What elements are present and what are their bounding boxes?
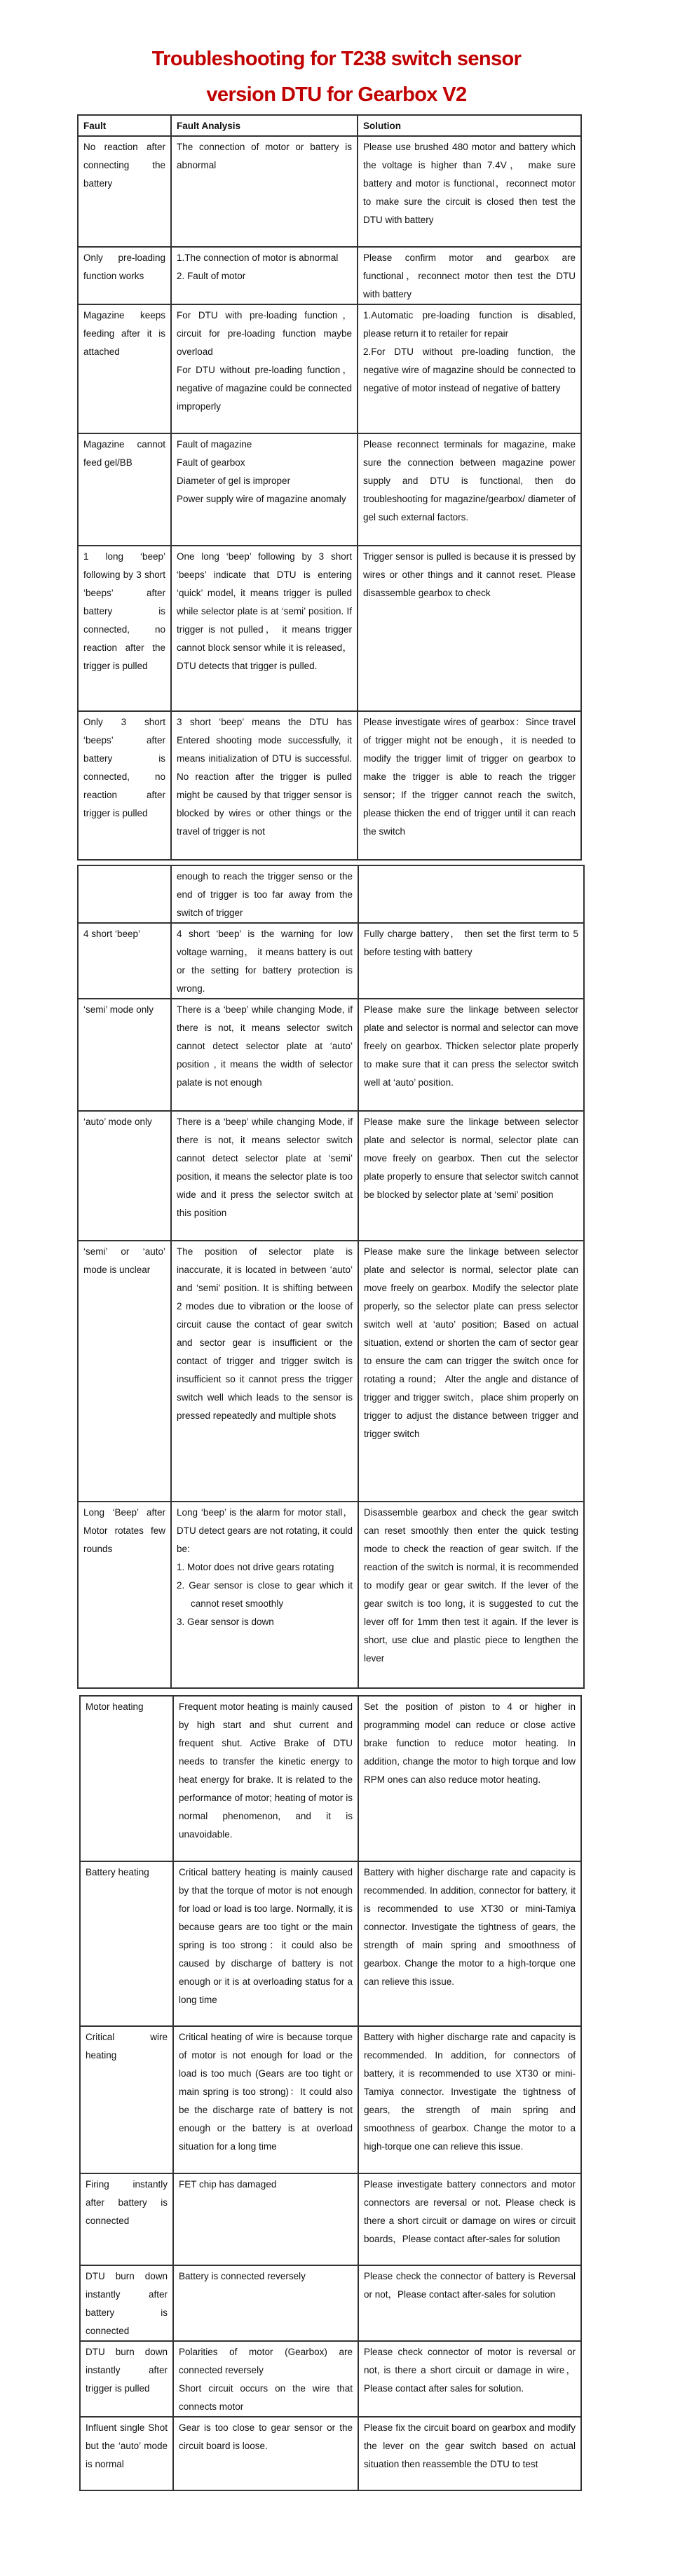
fault-cell xyxy=(78,247,171,304)
fault-text: 1 long ‘beep’ following by 3 short ‘beeps’ after battery is connected, no reaction after the trigger is pulled xyxy=(83,551,165,671)
solution-cell xyxy=(358,711,581,860)
header-fault-analysis: Fault Analysis xyxy=(171,115,358,136)
fault-text: DTU burn down instantly after battery is connected xyxy=(86,2271,168,2336)
fault-cell xyxy=(80,2341,173,2417)
analysis-paragraph: The connection of motor or battery is abnormal xyxy=(177,142,352,170)
fault-cell xyxy=(80,2026,173,2173)
analysis-paragraph: Polarities of motor (Gearbox) are connected reversely xyxy=(179,2347,353,2375)
solution-paragraph: Please make sure the linkage between selector plate and selector is normal, selector plate can move freely on gearbox. Modify the selector plate properly, so the selector plate can press selector switch well at ‘auto’ position; Based on actual situation, extend or shorten the cam of sector gear to ensure the cam can trigger the switch once for rotating a round； Alter the angle and distance of trigger and trigger switch，place shim properly on trigger to adjust the distance between trigger and trigger switch xyxy=(364,1246,578,1439)
solution-paragraph: 1.Automatic pre-loading function is disabled, please return it to retailer for repair xyxy=(363,310,576,339)
troubleshooting-table-part-1 xyxy=(77,114,582,861)
fault-cell xyxy=(78,136,171,247)
solution-paragraph: Please confirm motor and gearbox are functional，reconnect motor then test the DTU with battery xyxy=(363,252,576,299)
solution-cell xyxy=(358,1861,581,2026)
solution-paragraph: Please reconnect terminals for magazine, make sure the connection between magazine power supply and DTU is functional, then do troubleshooting for magazine/gearbox/ diameter of gel such external factors. xyxy=(363,439,576,522)
solution-cell xyxy=(358,1696,581,1861)
table-header-row xyxy=(78,115,581,136)
fault-text: ‘semi’ or ‘auto’ mode is unclear xyxy=(83,1246,165,1275)
fault-cell xyxy=(80,2417,173,2490)
analysis-paragraph: Gear is too close to gear sensor or the circuit board is loose. xyxy=(179,2422,353,2451)
fault-analysis-cell xyxy=(173,2265,358,2341)
fault-text: Critical wire heating xyxy=(86,2032,168,2061)
analysis-paragraph: FET chip has damaged xyxy=(179,2179,277,2190)
analysis-paragraph: Diameter of gel is improper xyxy=(177,476,291,486)
solution-cell xyxy=(358,2026,581,2173)
fault-text: Firing instantly after battery is connected xyxy=(86,2179,168,2226)
table-row xyxy=(78,433,581,546)
analysis-paragraph: There is a ‘beep’ while changing Mode, if there is not, it means selector switch cannot detect selector plate at ‘semi’ position, it means the selector plate is too wide and it press the selector switch at this position xyxy=(177,1117,353,1218)
fault-cell xyxy=(78,923,171,999)
table-row xyxy=(80,2173,581,2265)
analysis-paragraph: 3. Gear sensor is down xyxy=(177,1617,274,1627)
fault-text: Only pre-loading function works xyxy=(83,252,165,281)
solution-paragraph: Disassemble gearbox and check the gear switch can reset smoothly then enter the quick testing mode to check the reaction of gear switch. If the reaction of the switch is normal, it is recommended to modify gear or gear switch. If the lever of the gear switch is too long, it is suggested to cut the lever off for 1mm then test it again. If the lever is short, use clue and plastic piece to lengthen the lever xyxy=(364,1507,578,1664)
solution-cell xyxy=(358,2417,581,2490)
fault-text: Magazine cannot feed gel/BB xyxy=(83,439,165,468)
fault-cell xyxy=(78,304,171,433)
solution-cell xyxy=(358,2341,581,2417)
solution-paragraph: 2.For DTU without pre-loading function, the negative wire of magazine should be connected to negative of motor instead of negative of battery xyxy=(363,346,576,393)
fault-analysis-cell xyxy=(173,2417,358,2490)
table-row xyxy=(80,2026,581,2173)
table-row xyxy=(80,2341,581,2417)
analysis-paragraph: Long ‘beep’ is the alarm for motor stall， DTU detect gears are not rotating, it could be: xyxy=(177,1507,353,1554)
table-row xyxy=(78,999,584,1111)
fault-cell xyxy=(78,999,171,1111)
solution-cell xyxy=(358,136,581,247)
table-row xyxy=(78,1111,584,1241)
table-row xyxy=(78,711,581,860)
fault-analysis-cell xyxy=(171,711,358,860)
fault-cell xyxy=(80,2173,173,2265)
fault-analysis-cell xyxy=(171,1111,358,1241)
fault-cell xyxy=(78,1241,171,1502)
solution-cell xyxy=(358,865,584,923)
table-row xyxy=(80,1696,581,1861)
fault-text: ‘auto’ mode only xyxy=(83,1117,152,1127)
troubleshooting-table-part-2 xyxy=(77,865,585,1689)
analysis-paragraph: Battery is connected reversely xyxy=(179,2271,306,2281)
fault-text: No reaction after connecting the battery xyxy=(83,142,165,189)
table-row xyxy=(78,1241,584,1502)
fault-analysis-cell xyxy=(173,2341,358,2417)
solution-cell xyxy=(358,1241,584,1502)
fault-cell xyxy=(78,546,171,711)
fault-cell xyxy=(80,1696,173,1861)
analysis-paragraph: enough to reach the trigger senso or the end of trigger is too far away from the switch of trigger xyxy=(177,871,353,918)
solution-paragraph: Trigger sensor is pulled is because it is pressed by wires or other things and it cannot reset. Please disassemble gearbox to check xyxy=(363,551,576,598)
fault-analysis-cell xyxy=(173,1861,358,2026)
solution-paragraph: Please investigate wires of gearbox：Since travel of trigger might not be enough，it is needed to modify the trigger limit of trigger on gearbox to make the trigger is able to reach the trigger sensor；If the trigger cannot reach the switch, please thicken the end of trigger until it can reach the switch xyxy=(363,717,576,837)
table-row xyxy=(80,1861,581,2026)
fault-analysis-cell xyxy=(171,546,358,711)
solution-paragraph: Battery with higher discharge rate and capacity is recommended. In addition, for connectors of battery, it is recommended to use XT30 or mini-Tamiya connector. Investigate the tightness of gears, the strength of main spring and smoothness of gearbox. Change the motor to a high-torque one can relieve this issue. xyxy=(364,2032,576,2152)
document-title-line-1: Troubleshooting for T238 switch sensor xyxy=(151,48,522,70)
analysis-paragraph: 2. Gear sensor is close to gear which it cannot reset smoothly xyxy=(177,1580,353,1609)
fault-analysis-cell xyxy=(171,136,358,247)
table-row xyxy=(80,2265,581,2341)
solution-cell xyxy=(358,2265,581,2341)
fault-cell xyxy=(80,2265,173,2341)
table-row xyxy=(78,865,584,923)
analysis-paragraph: Fault of gearbox xyxy=(177,457,245,468)
solution-paragraph: Please investigate battery connectors and motor connectors are reversal or not. Please check is there a short circuit or damage on wires or circuit boards，Please contact after-sales for solution xyxy=(364,2179,576,2244)
fault-text: Only 3 short ‘beeps’ after battery is connected, no reaction after trigger is pulled xyxy=(83,717,165,818)
solution-paragraph: Please use brushed 480 motor and battery which the voltage is higher than 7.4V， make sure battery and motor is functional，reconnect motor to make sure the circuit is closed then test the DTU with battery xyxy=(363,142,576,225)
analysis-paragraph: Critical heating of wire is because torque of motor is not enough for load or the load is too much (Gears are too tight or main spring is too strong)：It could also be the discharge rate of battery is not enough or the battery is at overload situation for a long time xyxy=(179,2032,353,2152)
solution-cell xyxy=(358,999,584,1111)
fault-analysis-cell xyxy=(171,865,358,923)
analysis-paragraph: 3 short ‘beep’ means the DTU has Entered shooting mode successfully, it means initialization of DTU is successful. No reaction after the trigger is pulled might be caused by that trigger sensor is blocked by wires or other things or the travel of trigger is not xyxy=(177,717,352,837)
table-row xyxy=(78,546,581,711)
solution-cell xyxy=(358,433,581,546)
solution-paragraph: Battery with higher discharge rate and capacity is recommended. In addition, connector for battery, it is recommended to use XT30 or mini-Tamiya connector. Investigate the tightness of gears, the strength of main spring and smoothness of gearbox. Change the motor to a high-torque one can relieve this issue. xyxy=(364,1867,576,1987)
fault-text: Influent single Shot but the ‘auto’ mode is normal xyxy=(86,2422,168,2469)
fault-text: ‘semi’ mode only xyxy=(83,1004,154,1015)
fault-analysis-cell xyxy=(171,1502,358,1688)
fault-text: Battery heating xyxy=(86,1867,149,1877)
solution-cell xyxy=(358,1502,584,1688)
analysis-paragraph: Power supply wire of magazine anomaly xyxy=(177,494,346,504)
fault-cell xyxy=(78,1502,171,1688)
fault-cell xyxy=(78,711,171,860)
analysis-paragraph: 2. Fault of motor xyxy=(177,271,246,281)
table-row xyxy=(78,1502,584,1688)
fault-cell xyxy=(80,1861,173,2026)
solution-cell xyxy=(358,247,581,304)
fault-analysis-cell xyxy=(171,433,358,546)
table-row xyxy=(78,304,581,433)
fault-analysis-cell xyxy=(171,1241,358,1502)
solution-cell xyxy=(358,923,584,999)
fault-analysis-cell xyxy=(171,999,358,1111)
solution-cell xyxy=(358,304,581,433)
solution-cell xyxy=(358,546,581,711)
analysis-paragraph: Short circuit occurs on the wire that connects motor xyxy=(179,2383,353,2412)
solution-paragraph: Fully charge battery， then set the first term to 5 before testing with battery xyxy=(364,929,578,957)
document-title-line-2: version DTU for Gearbox V2 xyxy=(206,83,467,106)
fault-analysis-cell xyxy=(173,2026,358,2173)
fault-cell xyxy=(78,433,171,546)
troubleshooting-table-part-3 xyxy=(79,1695,582,2491)
analysis-paragraph: For DTU with pre-loading function， circuit for pre-loading function maybe overload xyxy=(177,310,352,357)
table-row xyxy=(78,923,584,999)
table-row xyxy=(80,2417,581,2490)
fault-text: Long ‘Beep’ after Motor rotates few rounds xyxy=(83,1507,165,1554)
solution-paragraph: Set the position of piston to 4 or higher in programming model can reduce or close active brake function to reduce motor heating. In addition, change the motor to high torque and low RPM ones can also reduce motor heating. xyxy=(364,1701,576,1785)
analysis-paragraph: There is a ‘beep’ while changing Mode, if there is not, it means selector switch cannot detect selector plate at ‘auto’ position , it means the width of selector palate is not enough xyxy=(177,1004,353,1088)
solution-paragraph: Please check connector of motor is reversal or not, is there a short circuit or damage in wire，Please contact after sales for solution. xyxy=(364,2347,576,2394)
analysis-paragraph: Critical battery heating is mainly caused by that the torque of motor is not enough for load or load is too large. Normally, it is because gears are too tight or the main spring is too strong：it could also be caused by discharge of battery is not enough or it is at overloading status for a long time xyxy=(179,1867,353,2005)
analysis-paragraph: 1. Motor does not drive gears rotating xyxy=(177,1562,334,1572)
header-solution: Solution xyxy=(358,115,581,136)
solution-paragraph: Please make sure the linkage between selector plate and selector is normal and selector can move freely on gearbox. Thicken selector plate properly to make sure that it can press the selector switch well at ‘auto’ position. xyxy=(364,1004,578,1088)
analysis-paragraph: Frequent motor heating is mainly caused by high start and shut current and frequent shut. Active Brake of DTU needs to transfer the kinetic energy to heat energy for brake. It is related to the performance of motor; heating of motor is normal phenomenon, and it is unavoidable. xyxy=(179,1701,353,1840)
fault-analysis-cell xyxy=(171,923,358,999)
fault-analysis-cell xyxy=(171,247,358,304)
table-row xyxy=(78,247,581,304)
solution-paragraph: Please make sure the linkage between selector plate and selector is normal, selector plate can move freely on gearbox. Then cut the selector plate properly to ensure that selector switch cannot be blocked by selector plate at ‘semi’ position xyxy=(364,1117,578,1200)
fault-text: Motor heating xyxy=(86,1701,144,1712)
fault-cell xyxy=(78,865,171,923)
solution-cell xyxy=(358,1111,584,1241)
solution-paragraph: Please fix the circuit board on gearbox and modify the lever on the gear switch based on actual situation then reassemble the DTU to test xyxy=(364,2422,576,2469)
fault-analysis-cell xyxy=(173,1696,358,1861)
solution-cell xyxy=(358,2173,581,2265)
analysis-paragraph: Fault of magazine xyxy=(177,439,252,450)
analysis-paragraph: 1.The connection of motor is abnormal xyxy=(177,252,339,263)
fault-text: 4 short ‘beep’ xyxy=(83,929,141,939)
fault-analysis-cell xyxy=(171,304,358,433)
analysis-paragraph: The position of selector plate is inaccurate, it is located in between ‘auto’ and ‘semi’ position. It is shifting between 2 modes due to vibration or the loose of circuit cause the contact of gear switch and sector gear is insufficient or the contact of trigger and trigger switch is insufficient so it cannot press the trigger switch well which leads to the sensor is pressed repeatedly and multiple shots xyxy=(177,1246,353,1421)
analysis-paragraph: For DTU without pre-loading function， negative of magazine could be connected improperly xyxy=(177,365,352,412)
header-fault: Fault xyxy=(78,115,171,136)
fault-text: DTU burn down instantly after trigger is pulled xyxy=(86,2347,168,2394)
fault-analysis-cell xyxy=(173,2173,358,2265)
solution-paragraph: Please check the connector of battery is Reversal or not，Please contact after-sales for solution xyxy=(364,2271,576,2300)
fault-text: Magazine keeps feeding after it is attached xyxy=(83,310,165,357)
fault-cell xyxy=(78,1111,171,1241)
analysis-paragraph: 4 short ‘beep’ is the warning for low voltage warning， it means battery is out or the setting for battery protection is wrong. xyxy=(177,929,353,994)
table-row xyxy=(78,136,581,247)
analysis-paragraph: One long ‘beep’ following by 3 short ‘beeps’ indicate that DTU is entering ‘quick’ model, it means trigger is pulled while selector plate is at ‘semi’ position. If trigger is not pulled， it means trigger cannot block sensor while it is released， DTU detects that trigger is pulled. xyxy=(177,551,352,671)
